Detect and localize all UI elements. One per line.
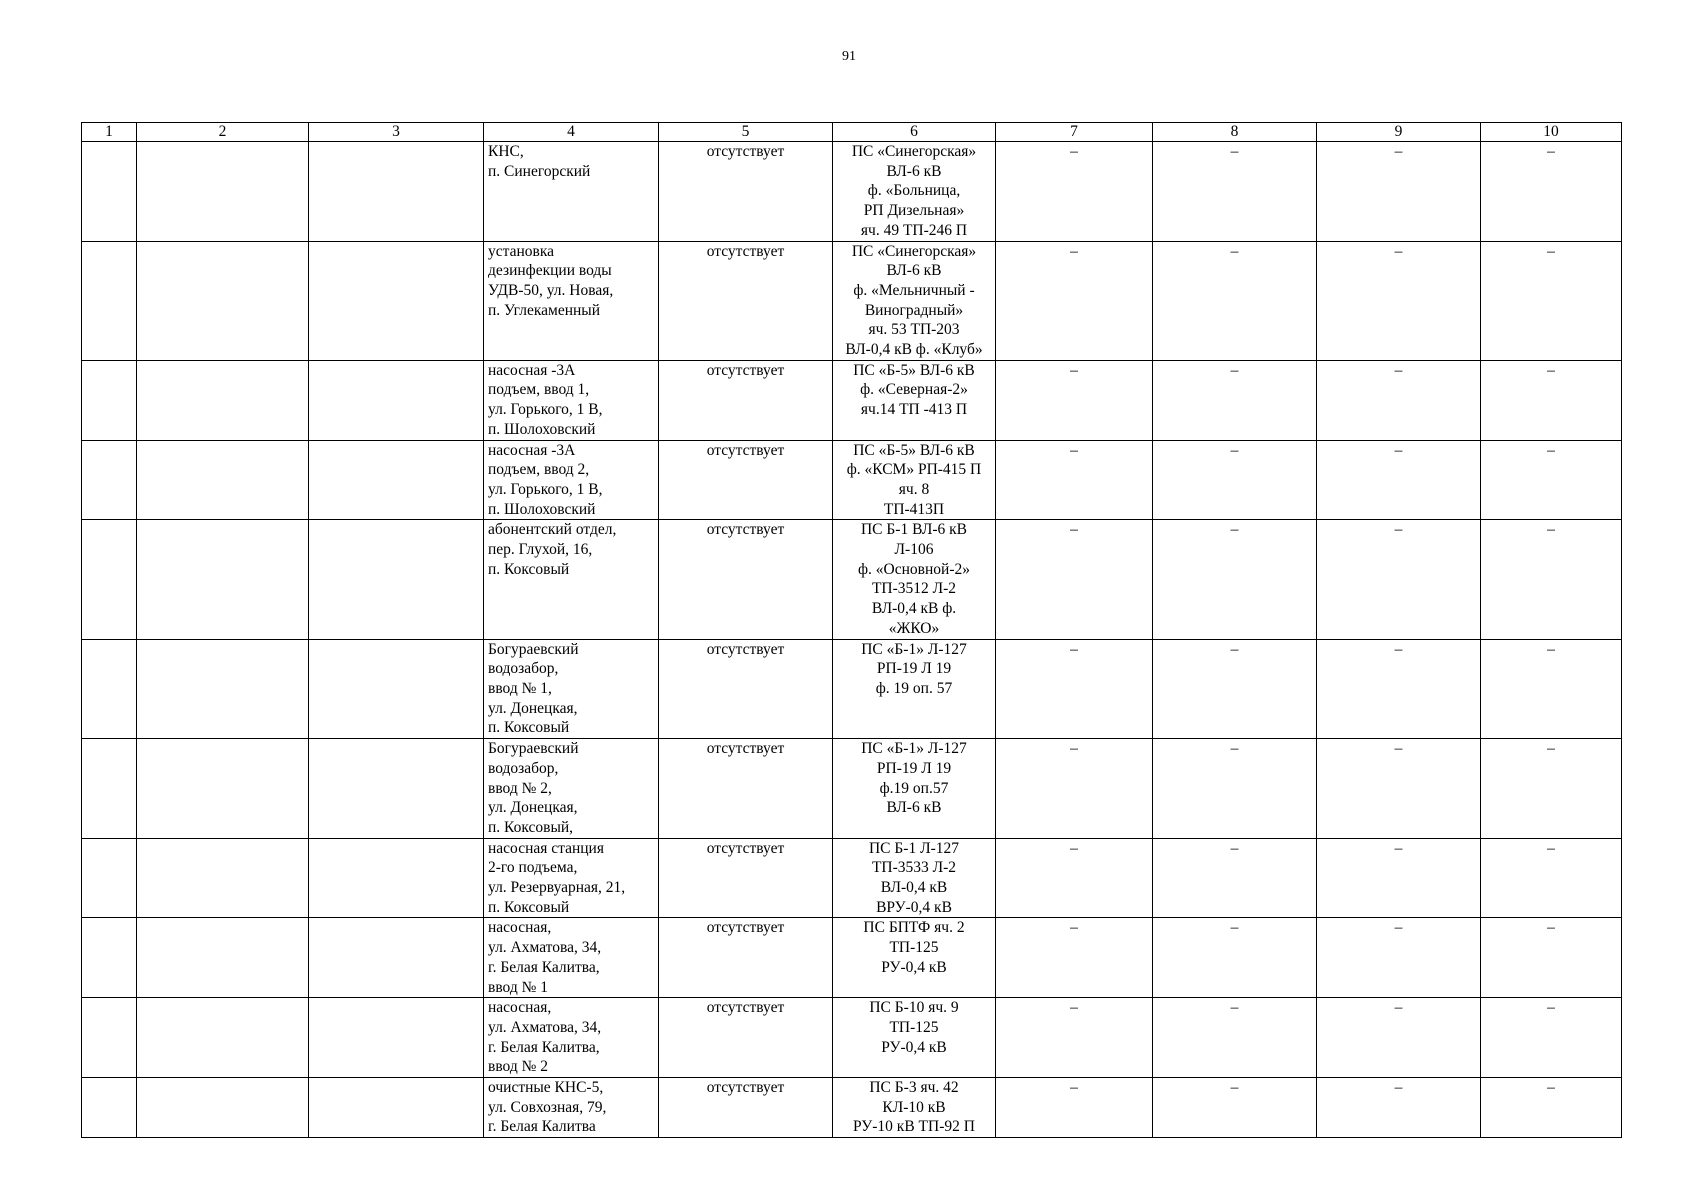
empty-cell — [309, 241, 484, 360]
dash-cell: – — [1481, 838, 1622, 918]
supply-cell — [833, 838, 996, 918]
dash-cell: – — [1153, 838, 1317, 918]
dash-cell: – — [1153, 998, 1317, 1078]
supply-cell-line: ВЛ-0,4 кВ ф. «Клуб» — [845, 341, 983, 359]
object-cell — [484, 520, 659, 639]
dash-cell: – — [1153, 520, 1317, 639]
dash-cell: – — [996, 918, 1153, 998]
supply-cell-line: ТП-125 — [889, 939, 939, 957]
object-cell — [484, 1078, 659, 1138]
column-header: 2 — [137, 123, 309, 142]
supply-cell-line: яч. 53 ТП-203 — [868, 321, 960, 339]
table-row — [82, 440, 1622, 520]
dash-cell: – — [1153, 918, 1317, 998]
empty-cell — [309, 440, 484, 520]
supply-cell-line: яч. 49 ТП-246 П — [860, 221, 968, 239]
object-cell-line: п. Синегорский — [488, 162, 591, 180]
empty-cell — [309, 998, 484, 1078]
empty-cell — [82, 440, 137, 520]
dash-cell: – — [996, 998, 1153, 1078]
object-cell-line: Богураевский — [488, 740, 579, 758]
empty-cell — [309, 520, 484, 639]
object-cell-line: установка — [488, 242, 555, 260]
object-cell-line: ввод № 1, — [488, 679, 552, 697]
object-cell-line: п. Коксовый — [488, 560, 570, 578]
dash-cell: – — [1153, 1078, 1317, 1138]
empty-cell — [137, 142, 309, 242]
object-cell-line: насосная станция — [488, 839, 604, 857]
dash-cell: – — [1481, 520, 1622, 639]
dash-cell: – — [1317, 918, 1481, 998]
supply-cell-line: ТП-125 — [889, 1018, 939, 1036]
dash-cell: – — [1153, 360, 1317, 440]
supply-cell-line: РП-19 Л 19 — [876, 759, 952, 777]
dash-cell: – — [996, 241, 1153, 360]
column-header: 6 — [833, 123, 996, 142]
supply-cell-line: РП-19 Л 19 — [876, 660, 952, 678]
object-cell-line: подъем, ввод 1, — [488, 381, 590, 399]
supply-cell-line: ф.19 оп.57 — [879, 779, 949, 797]
dash-cell: – — [1317, 520, 1481, 639]
supply-cell-line: РУ-0,4 кВ — [881, 958, 947, 976]
empty-cell — [82, 639, 137, 739]
table-row — [82, 1078, 1622, 1138]
dash-cell: – — [996, 520, 1153, 639]
dash-cell: – — [1317, 998, 1481, 1078]
supply-cell-line: ПС «Б-5» ВЛ-6 кВ — [853, 441, 975, 459]
supply-cell-line: ПС Б-10 яч. 9 — [869, 999, 959, 1017]
supply-cell-line: КЛ-10 кВ — [882, 1098, 946, 1116]
supply-cell-line: ВРУ-0,4 кВ — [876, 898, 952, 916]
supply-cell — [833, 142, 996, 242]
supply-cell-line: «ЖКО» — [888, 619, 940, 637]
page-number: 91 — [842, 49, 856, 64]
empty-cell — [82, 739, 137, 839]
dash-cell: – — [1481, 998, 1622, 1078]
supply-cell-line: ВЛ-6 кВ — [886, 162, 942, 180]
column-header: 8 — [1153, 123, 1317, 142]
dash-cell: – — [996, 1078, 1153, 1138]
object-cell-line: дезинфекции воды — [488, 262, 612, 280]
empty-cell — [137, 918, 309, 998]
dash-cell: – — [1481, 142, 1622, 242]
object-cell-line: п. Шолоховский — [488, 420, 596, 438]
dash-cell: – — [996, 142, 1153, 242]
dash-cell: – — [1317, 639, 1481, 739]
empty-cell — [137, 520, 309, 639]
object-cell-line: ул. Ахматова, 34, — [488, 939, 602, 957]
dash-cell: – — [1317, 739, 1481, 839]
object-cell-line: г. Белая Калитва, — [488, 1038, 600, 1056]
dash-cell: – — [996, 440, 1153, 520]
supply-cell-line: ф. «Мельничный - — [853, 281, 975, 299]
object-cell-line: УДВ-50, ул. Новая, — [488, 281, 614, 299]
table-row — [82, 739, 1622, 839]
supply-cell-line: РП Дизельная» — [863, 202, 965, 220]
object-cell-line: ул. Совхозная, 79, — [488, 1098, 607, 1116]
column-header: 4 — [484, 123, 659, 142]
dash-cell: – — [1317, 360, 1481, 440]
object-cell-line: п. Коксовый — [488, 898, 570, 916]
empty-cell — [309, 360, 484, 440]
object-cell-line: г. Белая Калитва — [488, 1118, 596, 1136]
status-cell: отсутствует — [659, 440, 833, 520]
supply-cell — [833, 440, 996, 520]
object-cell — [484, 360, 659, 440]
object-cell — [484, 838, 659, 918]
supply-cell-line: ВЛ-6 кВ — [886, 799, 942, 817]
table-row — [82, 639, 1622, 739]
empty-cell — [137, 360, 309, 440]
empty-cell — [137, 739, 309, 839]
dash-cell: – — [996, 639, 1153, 739]
supply-cell — [833, 918, 996, 998]
status-cell: отсутствует — [659, 998, 833, 1078]
supply-cell — [833, 998, 996, 1078]
status-cell: отсутствует — [659, 918, 833, 998]
object-cell-line: п. Углекаменный — [488, 301, 601, 319]
table-row — [82, 520, 1622, 639]
table-row — [82, 142, 1622, 242]
object-cell-line: г. Белая Калитва, — [488, 958, 600, 976]
empty-cell — [309, 918, 484, 998]
object-cell-line: водозабор, — [488, 660, 559, 678]
empty-cell — [309, 639, 484, 739]
object-cell-line: насосная -3А — [488, 361, 576, 379]
object-cell-line: пер. Глухой, 16, — [488, 541, 593, 559]
supply-cell-line: ПС «Синегорская» — [851, 143, 977, 160]
object-cell — [484, 918, 659, 998]
supply-cell-line: ПС Б-1 Л-127 — [868, 839, 960, 857]
object-cell-line: ул. Донецкая, — [488, 799, 578, 817]
status-cell: отсутствует — [659, 360, 833, 440]
empty-cell — [137, 838, 309, 918]
dash-cell: – — [996, 360, 1153, 440]
supply-cell-line: РУ-0,4 кВ — [881, 1038, 947, 1056]
dash-cell: – — [1481, 739, 1622, 839]
object-cell-line: подъем, ввод 2, — [488, 461, 590, 479]
object-cell-line: водозабор, — [488, 759, 559, 777]
object-cell-line: КНС, — [488, 143, 524, 160]
status-cell: отсутствует — [659, 838, 833, 918]
empty-cell — [82, 360, 137, 440]
supply-cell-line: ПС «Б-1» Л-127 — [861, 640, 967, 658]
dash-cell: – — [1481, 360, 1622, 440]
supply-cell-line: ПС Б-1 ВЛ-6 кВ — [860, 521, 967, 539]
object-cell-line: ул. Горького, 1 В, — [488, 401, 603, 419]
object-cell-line: п. Коксовый, — [488, 818, 574, 836]
supply-cell-line: ВЛ-6 кВ — [886, 262, 942, 280]
empty-cell — [82, 918, 137, 998]
object-cell — [484, 739, 659, 839]
table-row — [82, 918, 1622, 998]
object-cell-line: насосная, — [488, 999, 552, 1017]
supply-cell — [833, 1078, 996, 1138]
empty-cell — [137, 241, 309, 360]
supply-cell — [833, 639, 996, 739]
status-cell: отсутствует — [659, 520, 833, 639]
column-header: 3 — [309, 123, 484, 142]
supply-cell-line: ф. «Больница, — [867, 182, 961, 200]
status-cell: отсутствует — [659, 639, 833, 739]
column-header: 7 — [996, 123, 1153, 142]
object-cell-line: ул. Донецкая, — [488, 699, 578, 717]
supply-cell-line: ТП-413П — [883, 500, 945, 518]
column-number-row — [82, 123, 1622, 142]
column-header: 9 — [1317, 123, 1481, 142]
empty-cell — [309, 1078, 484, 1138]
supply-cell-line: ПС «Синегорская» — [851, 242, 977, 260]
dash-cell: – — [1481, 1078, 1622, 1138]
status-cell: отсутствует — [659, 739, 833, 839]
empty-cell — [82, 998, 137, 1078]
empty-cell — [137, 639, 309, 739]
column-header: 10 — [1481, 123, 1622, 142]
dash-cell: – — [1317, 142, 1481, 242]
empty-cell — [82, 241, 137, 360]
object-cell-line: ул. Ахматова, 34, — [488, 1018, 602, 1036]
empty-cell — [82, 838, 137, 918]
supply-cell — [833, 739, 996, 839]
object-cell — [484, 639, 659, 739]
object-cell — [484, 241, 659, 360]
supply-cell — [833, 360, 996, 440]
dash-cell: – — [1317, 440, 1481, 520]
supply-cell-line: Виноградный» — [864, 301, 964, 319]
empty-cell — [137, 440, 309, 520]
empty-cell — [82, 142, 137, 242]
supply-cell-line: ф. «Северная-2» — [860, 381, 968, 399]
data-table — [81, 122, 1622, 1138]
status-cell: отсутствует — [659, 1078, 833, 1138]
dash-cell: – — [1153, 739, 1317, 839]
supply-cell-line: ф. «Основной-2» — [858, 560, 970, 578]
table-row — [82, 241, 1622, 360]
empty-cell — [137, 1078, 309, 1138]
dash-cell: – — [1153, 639, 1317, 739]
supply-cell-line: ф. 19 оп. 57 — [875, 679, 953, 697]
empty-cell — [309, 142, 484, 242]
object-cell — [484, 998, 659, 1078]
dash-cell: – — [1317, 1078, 1481, 1138]
supply-cell — [833, 241, 996, 360]
object-cell-line: насосная -3А — [488, 441, 576, 459]
table-row — [82, 998, 1622, 1078]
supply-cell-line: ТП-3533 Л-2 — [871, 859, 957, 877]
supply-cell-line: ВЛ-0,4 кВ ф. — [871, 600, 957, 618]
object-cell-line: ул. Резервуарная, 21, — [488, 879, 626, 897]
dash-cell: – — [1317, 241, 1481, 360]
supply-cell — [833, 520, 996, 639]
empty-cell — [309, 838, 484, 918]
column-header: 1 — [82, 123, 137, 142]
dash-cell: – — [1481, 918, 1622, 998]
empty-cell — [82, 1078, 137, 1138]
supply-cell-line: ПС «Б-1» Л-127 — [861, 740, 967, 758]
supply-cell-line: ПС БПТФ яч. 2 — [863, 919, 965, 937]
status-cell: отсутствует — [659, 241, 833, 360]
column-header: 5 — [659, 123, 833, 142]
object-cell-line: 2-го подъема, — [488, 859, 578, 877]
object-cell-line: ввод № 2 — [488, 1058, 549, 1076]
empty-cell — [137, 998, 309, 1078]
dash-cell: – — [1481, 440, 1622, 520]
object-cell-line: очистные КНС-5, — [488, 1079, 604, 1097]
dash-cell: – — [1481, 639, 1622, 739]
dash-cell: – — [1481, 241, 1622, 360]
dash-cell: – — [1153, 142, 1317, 242]
status-cell: отсутствует — [659, 142, 833, 242]
object-cell-line: насосная, — [488, 919, 552, 937]
empty-cell — [309, 739, 484, 839]
supply-cell-line: ВЛ-0,4 кВ — [880, 879, 948, 897]
supply-cell-line: яч.14 ТП -413 П — [860, 401, 968, 419]
table-row — [82, 360, 1622, 440]
object-cell-line: Богураевский — [488, 640, 579, 658]
object-cell — [484, 142, 659, 242]
dash-cell: – — [1153, 241, 1317, 360]
object-cell-line: абонентский отдел, — [488, 521, 617, 539]
empty-cell — [82, 520, 137, 639]
supply-cell-line: ПС Б-3 яч. 42 — [869, 1079, 959, 1097]
supply-cell-line: ПС «Б-5» ВЛ-6 кВ — [853, 361, 975, 379]
supply-cell-line: ТП-3512 Л-2 — [871, 580, 957, 598]
object-cell-line: ввод № 1 — [488, 978, 549, 996]
object-cell — [484, 440, 659, 520]
supply-cell-line: яч. 8 — [898, 480, 930, 498]
dash-cell: – — [1153, 440, 1317, 520]
object-cell-line: ул. Горького, 1 В, — [488, 480, 603, 498]
object-cell-line: п. Шолоховский — [488, 500, 596, 518]
supply-cell-line: ф. «КСМ» РП-415 П — [846, 461, 982, 479]
dash-cell: – — [996, 838, 1153, 918]
dash-cell: – — [996, 739, 1153, 839]
object-cell-line: п. Коксовый — [488, 719, 570, 737]
table-row — [82, 838, 1622, 918]
dash-cell: – — [1317, 838, 1481, 918]
supply-cell-line: РУ-10 кВ ТП-92 П — [853, 1118, 975, 1136]
object-cell-line: ввод № 2, — [488, 779, 552, 797]
supply-cell-line: Л-106 — [894, 541, 934, 559]
